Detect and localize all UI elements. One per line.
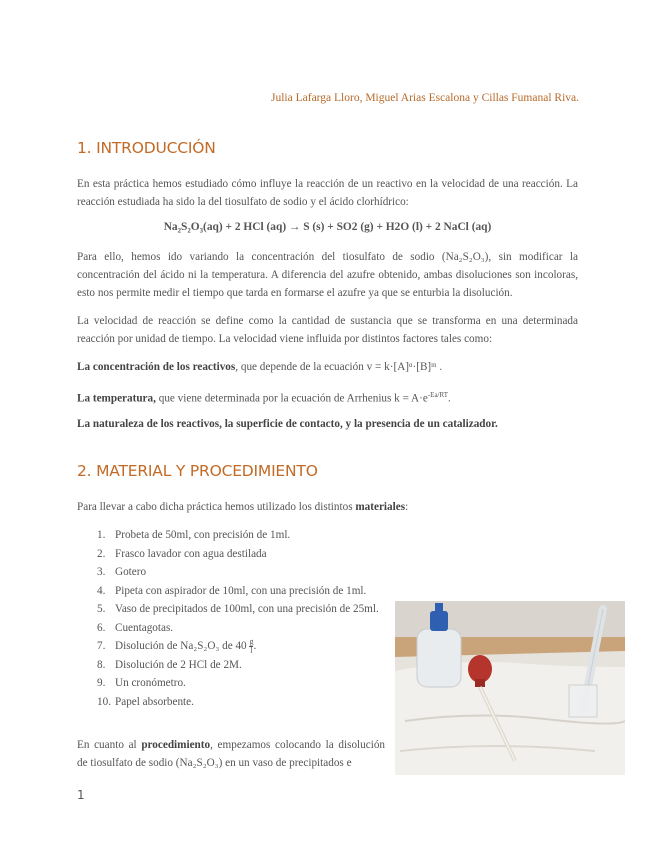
factor-temperatura-text: que viene determinada por la ecuación de Arrhenius k = A·e [155, 392, 428, 405]
list-item [97, 693, 387, 712]
list-item-number: 7. [97, 640, 106, 652]
factor-concentracion-text: , que depende de la ecuación v = k·[A]ᵅ·[B]ᵐ . [235, 361, 443, 373]
arrhenius-exponent: -Ea/RT [427, 391, 449, 399]
list-item-number: 8. [97, 658, 106, 671]
list-item-number: 2. [97, 547, 106, 560]
list-item [97, 545, 387, 564]
procedure-paragraph [77, 736, 385, 772]
list-item [97, 563, 387, 582]
intro-paragraph-1: En esta práctica hemos estudiado cómo influye la reacción de un reactivo en la velocidad de una reacción. La reacción estudiada ha sido la del tiosulfato de sodio y el ácido clorhídrico: [77, 178, 578, 208]
factor-naturaleza-bold: La naturaleza de los reactivos, la superficie de contacto, y la presencia de un catalizador. [77, 418, 498, 430]
list-item-text: Pipeta con aspirador de 10ml, con una precisión de 1ml. [115, 584, 367, 597]
materials-list [97, 526, 387, 711]
procedure-bold: procedimiento [141, 739, 211, 751]
page-number: 1 [77, 788, 85, 802]
authors-line: Julia Lafarga Lloro, Miguel Arias Escalona y Cillas Fumanal Riva. [271, 92, 579, 104]
list-item [97, 582, 387, 601]
list-item-text: Frasco lavador con agua destilada [115, 547, 267, 560]
list-item-text: Papel absorbente. [115, 695, 194, 708]
factor-concentracion-bold: La concentración de los reactivos [77, 361, 236, 373]
list-item-number: 6. [97, 621, 106, 634]
lab-equipment-photo [395, 601, 625, 775]
lab-photo-illustration [395, 601, 625, 775]
reaction-equation: Na₂S₂O₃(aq) + 2 HCl (aq) → S (s) + SO2 (g) + H2O (l) + 2 NaCl (aq) [163, 221, 492, 233]
list-item-number: 3. [97, 566, 106, 578]
list-item-number: 5. [97, 603, 106, 615]
section-heading-introduccion: 1. INTRODUCCIÓN [77, 139, 216, 157]
materials-intro-text: Para llevar a cabo dicha práctica hemos utilizado los distintos [77, 501, 356, 513]
fraction-denominator: l [250, 645, 253, 655]
factor-temperatura-bold: La temperatura, [77, 392, 156, 405]
list-item [97, 637, 387, 656]
procedure-text-rest: , empezamos colocando la disolución de tiosulfato de sodio (Na₂S₂O₃) en un vaso de precipitados e [77, 739, 386, 769]
list-item [97, 600, 387, 619]
section-heading-material: 2. MATERIAL Y PROCEDIMIENTO [77, 462, 318, 480]
fraction-numerator: g [249, 636, 254, 646]
list-item-text-main: Disolución de Na₂S₂O₃ de 40 [115, 640, 250, 652]
list-item-text: Cuentagotas. [115, 621, 174, 634]
factor-naturaleza [77, 415, 578, 433]
factor-temperatura [77, 386, 578, 408]
factor-concentracion [77, 358, 578, 376]
list-item [97, 526, 387, 545]
list-item [97, 674, 387, 693]
intro-paragraph-2: Para ello, hemos ido variando la concentración del tiosulfato de sodio (Na₂S₂O₃), sin modificar la concentración del ácido ni la temperatura. A diferencia del azufre obtenido, ambas disoluciones son incoloras, esto nos permite medir el tiempo que tarda en formarse el azufre ya que se enturbia la disolución. [77, 251, 578, 299]
list-item-text: Probeta de 50ml, con precisión de 1ml. [115, 529, 291, 541]
list-item-number: 10. [97, 695, 111, 708]
materials-intro [77, 498, 578, 516]
list-item-text: Gotero [115, 566, 147, 578]
list-item-text: Un cronómetro. [115, 677, 186, 689]
list-item-number: 4. [97, 584, 106, 597]
list-item-number: 1. [97, 529, 106, 541]
list-item [97, 619, 387, 638]
list-item-text: Vaso de precipitados de 100ml, con una precisión de 25ml. [115, 603, 379, 615]
materials-intro-end: : [405, 501, 409, 513]
materials-intro-bold: materiales [355, 501, 406, 513]
list-item-number: 9. [97, 677, 106, 689]
factor-temperatura-end: . [448, 392, 451, 405]
intro-paragraph-3: La velocidad de reacción se define como la cantidad de sustancia que se transforma en una determinada reacción por unidad de tiempo. La velocidad viene influida por distintos factores tales como: [77, 315, 578, 345]
list-item [97, 656, 387, 675]
procedure-text-start: En cuanto al [77, 739, 142, 751]
list-item-text-end: . [253, 640, 257, 652]
list-item-text [115, 637, 387, 656]
list-item-text: Disolución de 2 HCl de 2M. [115, 658, 242, 671]
